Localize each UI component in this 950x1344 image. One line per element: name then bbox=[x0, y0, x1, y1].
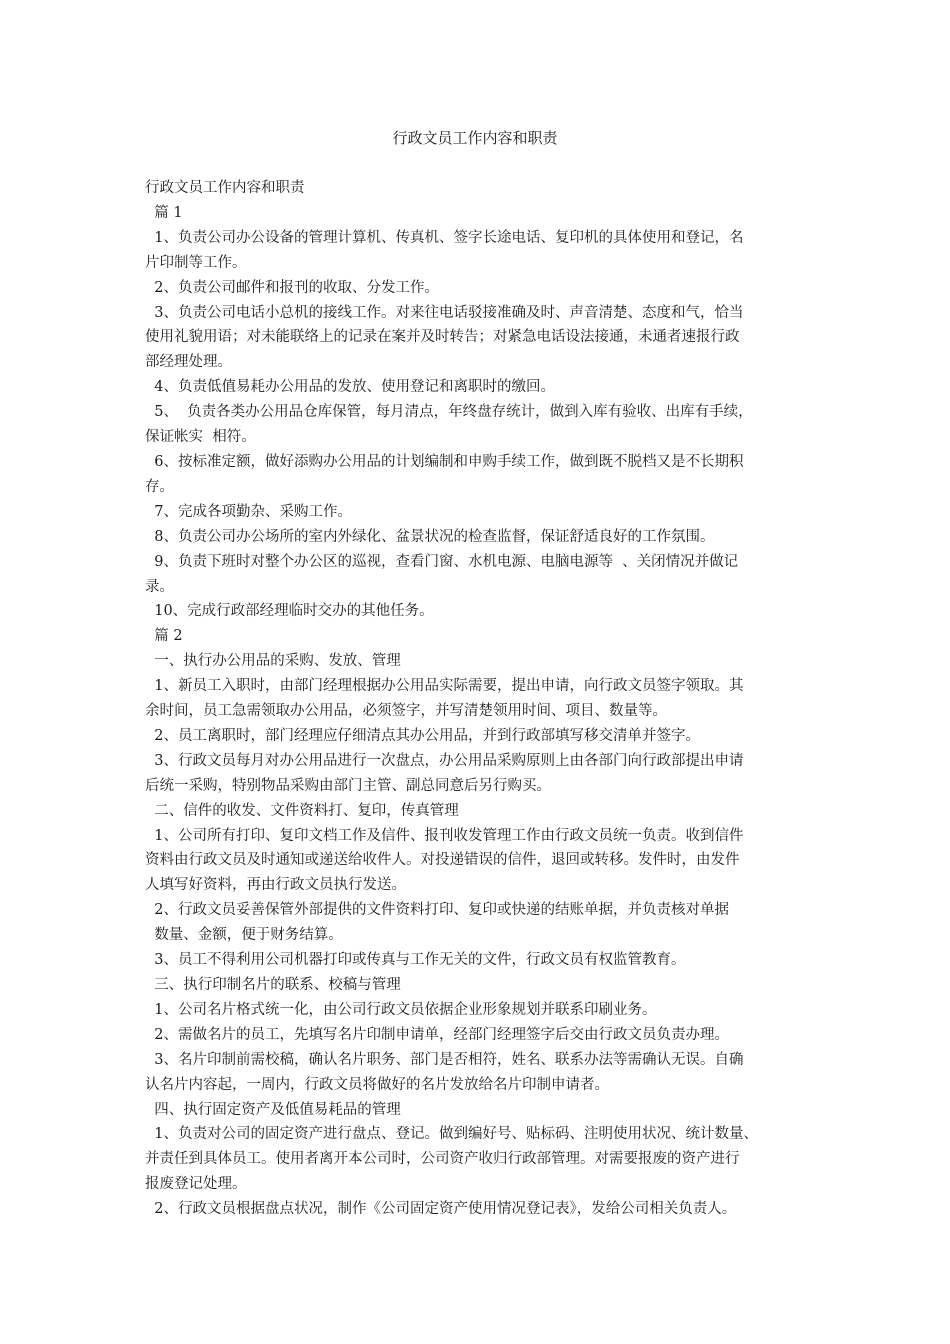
body-line: 余时间，员工急需领取办公用品，必须签字，并写清楚领用时间、项目、数量等。 bbox=[145, 703, 667, 720]
body-line: 保证帐实 相符。 bbox=[145, 429, 256, 446]
body-line: 二、信件的收发、文件资料打、复印，传真管理 bbox=[145, 802, 459, 819]
body-line: 存。 bbox=[145, 478, 174, 495]
body-line: 3、员工不得利用公司机器打印或传真与工作无关的文件，行政文员有权监管教育。 bbox=[145, 952, 686, 969]
body-line: 行政文员工作内容和职责 bbox=[145, 180, 305, 196]
body-line: 1、新员工入职时，由部门经理根据办公用品实际需要，提出申请，向行政文员签字领取。其 bbox=[145, 678, 744, 695]
body-line: 3、名片印制前需校稿，确认名片职务、部门是否相符，姓名、联系办法等需确认无误。自确 bbox=[145, 1051, 744, 1068]
body-line: 部经理处理。 bbox=[145, 354, 232, 371]
body-line: 篇 2 bbox=[145, 628, 183, 645]
body-line: 录。 bbox=[145, 578, 174, 595]
body-line: 一、执行办公用品的采购、发放、管理 bbox=[145, 653, 401, 670]
body-line: 三、执行印制名片的联系、校稿与管理 bbox=[145, 977, 401, 993]
body-line: 资料由行政文员及时通知或递送给收件人。对投递错误的信件，退回或转移。发件时，由发件 bbox=[145, 852, 740, 869]
body-line: 9、负责下班时对整个办公区的巡视，查看门窗、水机电源、电脑电源等 、关闭情况并做记 bbox=[145, 553, 739, 570]
body-line: 3、负责公司电话小总机的接线工作。对来往电话驳接准确及时、声音清楚、态度和气，恰当 bbox=[145, 304, 744, 321]
body-line: 数量、金额，便于财务结算。 bbox=[145, 927, 343, 944]
body-line: 2、行政文员妥善保管外部提供的文件资料打印、复印或快递的结账单据，并负责核对单据 bbox=[145, 902, 729, 919]
body-line: 后统一采购，特别物品采购由部门主管、副总同意后另行购买。 bbox=[145, 777, 551, 794]
body-line: 四、执行固定资产及低值易耗品的管理 bbox=[145, 1101, 401, 1118]
body-line: 10、完成行政部经理临时交办的其他任务。 bbox=[145, 603, 434, 620]
body-line: 3、行政文员每月对办公用品进行一次盘点，办公用品采购原则上由各部门向行政部提出申请 bbox=[145, 752, 744, 769]
body-line: 2、需做名片的员工，先填写名片印制申请单，经部门经理签字后交由行政文员负责办理。 bbox=[145, 1026, 729, 1043]
body-line: 2、员工离职时，部门经理应仔细清点其办公用品，并到行政部填写移交清单并签字。 bbox=[145, 727, 700, 744]
body-line: 7、完成各项勤杂、采购工作。 bbox=[145, 503, 352, 520]
body-line: 2、负责公司邮件和报刊的收取、分发工作。 bbox=[145, 279, 439, 296]
body-line: 并责任到具体员工。使用者离开本公司时，公司资产收归行政部管理。对需要报废的资产进行 bbox=[145, 1151, 740, 1168]
body-line: 1、负责公司办公设备的管理计算机、传真机、签字长途电话、复印机的具体使用和登记，名 bbox=[145, 229, 744, 246]
document-title: 行政文员工作内容和职责 bbox=[392, 129, 558, 147]
body-line: 片印制等工作。 bbox=[145, 254, 247, 271]
document-body bbox=[145, 176, 835, 1222]
body-line: 人填写好资料，再由行政文员执行发送。 bbox=[145, 877, 406, 894]
body-line: 篇 1 bbox=[145, 204, 183, 221]
body-line: 1、公司所有打印、复印文档工作及信件、报刊收发管理工作由行政文员统一负责。收到信件 bbox=[145, 827, 744, 844]
body-line: 1、负责对公司的固定资产进行盘点、登记。做到编好号、贴标码、注明使用状况、统计数量、 bbox=[145, 1126, 758, 1143]
body-line: 1、公司名片格式统一化，由公司行政文员依据企业形象规划并联系印刷业务。 bbox=[145, 1001, 657, 1018]
body-line: 认名片内容起，一周内，行政文员将做好的名片发放给名片印制申请者。 bbox=[145, 1076, 609, 1093]
body-line: 使用礼貌用语；对未能联络上的记录在案并及时转告；对紧急电话设法接通，未通者速报行政 bbox=[145, 329, 740, 346]
body-line: 2、行政文员根据盘点状况，制作《公司固定资产使用情况登记表》，发给公司相关负责人。 bbox=[145, 1201, 737, 1218]
body-line: 6、按标准定额，做好添购办公用品的计划编制和申购手续工作，做到既不脱档又是不长期积 bbox=[145, 453, 744, 470]
body-line: 8、负责公司办公场所的室内外绿化、盆景状况的检查监督，保证舒适良好的工作氛围。 bbox=[145, 528, 715, 545]
body-line: 5、 负责各类办公用品仓库保管，每月清点，年终盘存统计，做到入库有验收、出库有手续， bbox=[145, 404, 753, 421]
body-line: 报废登记处理。 bbox=[145, 1176, 247, 1193]
body-line: 4、负责低值易耗办公用品的发放、使用登记和离职时的缴回。 bbox=[145, 379, 555, 396]
